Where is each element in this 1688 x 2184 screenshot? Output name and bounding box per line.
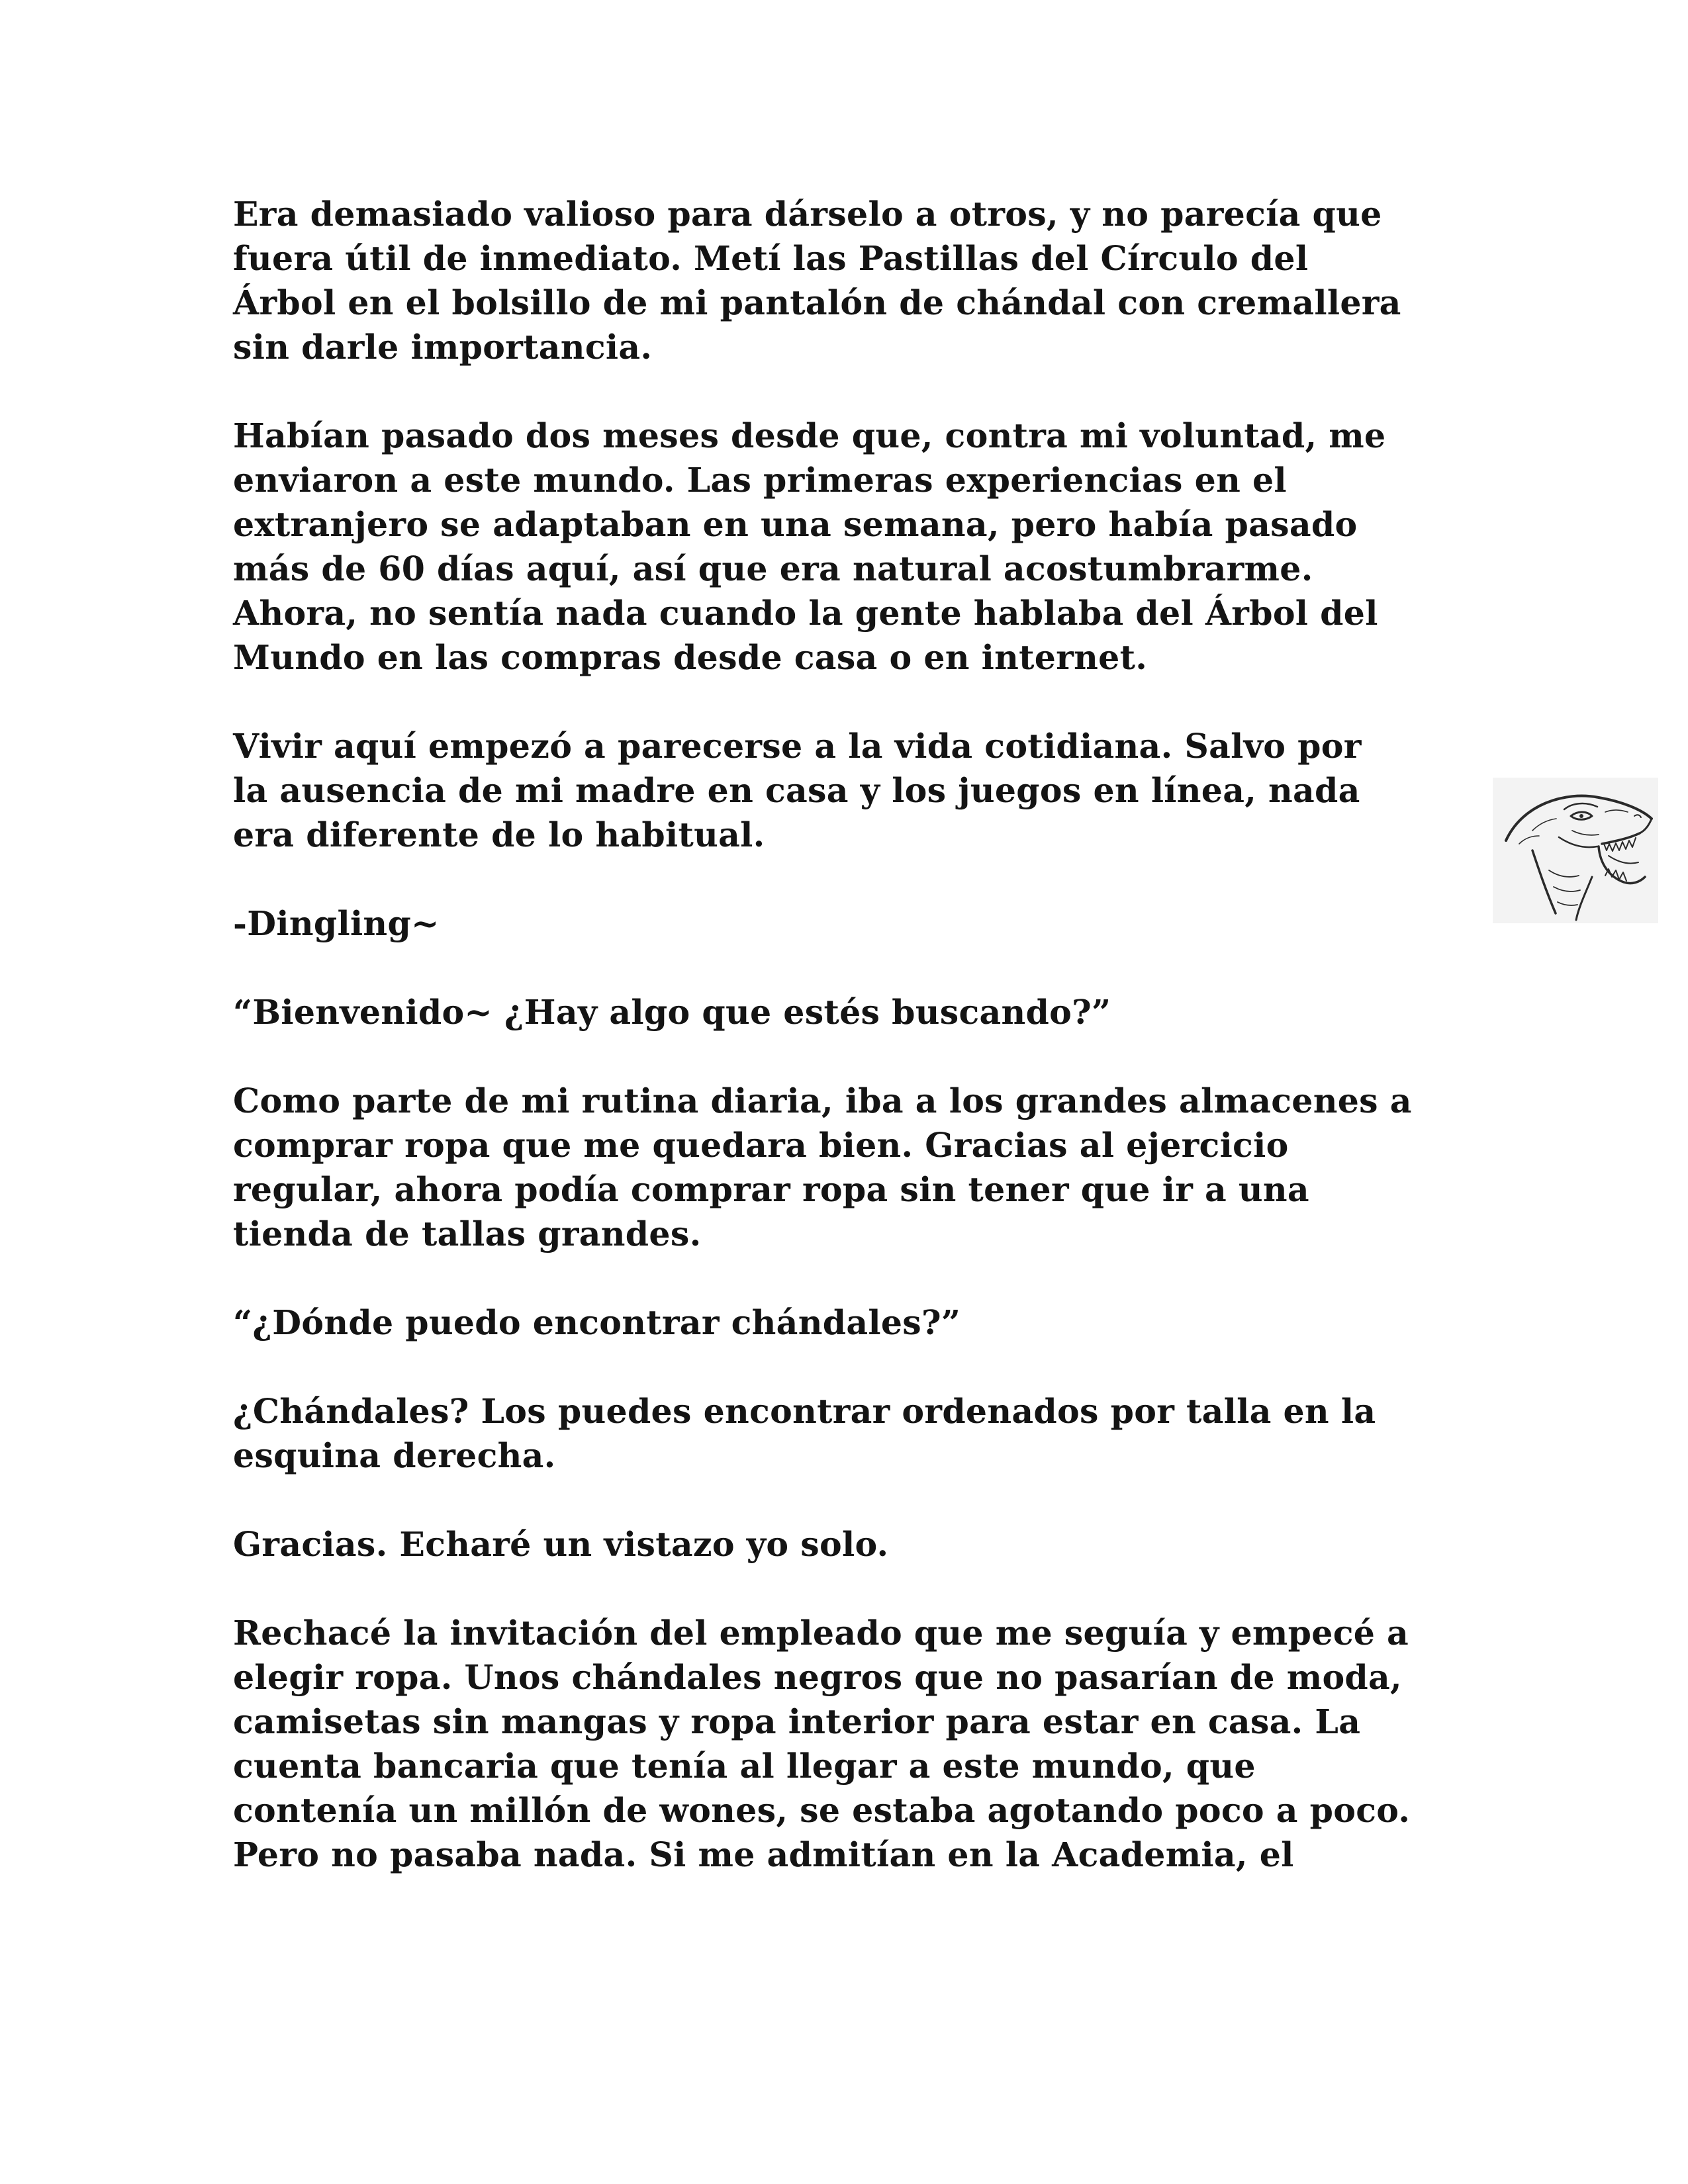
text-line: Rechacé la invitación del empleado que me seguía y empecé a — [233, 1614, 1409, 1653]
text-line: ¿Chándales? Los puedes encontrar ordenados por talla en la — [233, 1392, 1376, 1431]
text-line: enviaron a este mundo. Las primeras experiencias en el — [233, 461, 1287, 500]
paragraph — [233, 1079, 1477, 1256]
paragraph — [233, 1300, 1477, 1345]
paragraph — [233, 1389, 1477, 1478]
paragraph — [233, 414, 1477, 680]
paragraph — [233, 724, 1477, 857]
paragraph — [233, 1611, 1477, 1877]
dinosaur-sketch-icon — [1493, 778, 1658, 923]
text-line: Gracias. Echaré un vistazo yo solo. — [233, 1525, 889, 1564]
text-line: Habían pasado dos meses desde que, contra mi voluntad, me — [233, 416, 1386, 455]
text-line: Era demasiado valioso para dárselo a otros, y no parecía que — [233, 195, 1382, 234]
paragraph — [233, 990, 1477, 1034]
text-line: esquina derecha. — [233, 1436, 556, 1475]
text-line: Pero no pasaba nada. Si me admitían en la Academia, el — [233, 1835, 1294, 1874]
text-line: elegir ropa. Unos chándales negros que no pasarían de moda, — [233, 1658, 1402, 1697]
text-line: Vivir aquí empezó a parecerse a la vida cotidiana. Salvo por — [233, 727, 1362, 766]
text-line: “Bienvenido~ ¿Hay algo que estés buscando?” — [233, 993, 1111, 1032]
text-line: era diferente de lo habitual. — [233, 815, 765, 854]
text-line: más de 60 días aquí, así que era natural acostumbrarme. — [233, 549, 1313, 588]
text-line: sin darle importancia. — [233, 328, 653, 367]
text-line: tienda de tallas grandes. — [233, 1214, 702, 1253]
text-line: Árbol en el bolsillo de mi pantalón de chándal con cremallera — [233, 283, 1401, 322]
text-line: Como parte de mi rutina diaria, iba a los grandes almacenes a — [233, 1081, 1412, 1120]
text-line: -Dingling~ — [233, 904, 440, 943]
text-line: la ausencia de mi madre en casa y los juegos en línea, nada — [233, 771, 1360, 810]
text-line: camisetas sin mangas y ropa interior para estar en casa. La — [233, 1702, 1361, 1741]
document-body — [233, 192, 1477, 1877]
text-line: Mundo en las compras desde casa o en internet. — [233, 638, 1148, 677]
text-line: regular, ahora podía comprar ropa sin tener que ir a una — [233, 1170, 1309, 1209]
text-line: comprar ropa que me quedara bien. Gracias al ejercicio — [233, 1126, 1289, 1165]
text-line: fuera útil de inmediato. Metí las Pastillas del Círculo del — [233, 239, 1309, 278]
text-line: Ahora, no sentía nada cuando la gente hablaba del Árbol del — [233, 594, 1378, 633]
paragraph — [233, 901, 1477, 946]
text-line: cuenta bancaria que tenía al llegar a este mundo, que — [233, 1747, 1256, 1786]
paragraph — [233, 192, 1477, 369]
text-line: “¿Dónde puedo encontrar chándales?” — [233, 1303, 961, 1342]
text-line: contenía un millón de wones, se estaba agotando poco a poco. — [233, 1791, 1411, 1830]
text-line: extranjero se adaptaban en una semana, pero había pasado — [233, 505, 1358, 544]
paragraph — [233, 1522, 1477, 1567]
